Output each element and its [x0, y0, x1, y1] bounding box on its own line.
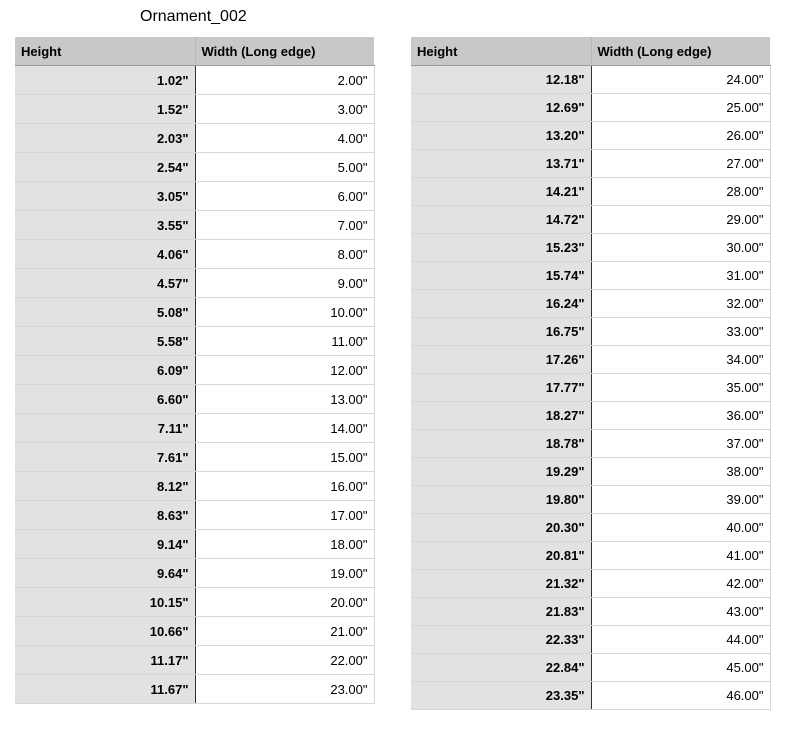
width-cell[interactable]: 41.00" [591, 542, 770, 570]
table-row [15, 472, 374, 501]
height-cell[interactable]: 14.72" [411, 206, 591, 234]
height-cell[interactable]: 6.60" [15, 385, 195, 414]
width-cell[interactable]: 21.00" [195, 617, 374, 646]
height-cell[interactable]: 8.63" [15, 501, 195, 530]
width-cell[interactable]: 31.00" [591, 262, 770, 290]
width-cell[interactable]: 14.00" [195, 414, 374, 443]
height-cell[interactable]: 17.26" [411, 346, 591, 374]
width-cell[interactable]: 22.00" [195, 646, 374, 675]
width-cell[interactable]: 5.00" [195, 153, 374, 182]
table-row [411, 542, 770, 570]
width-cell[interactable]: 2.00" [195, 66, 374, 95]
table-row [15, 124, 374, 153]
height-column-header: Height [411, 37, 591, 66]
height-cell[interactable]: 21.32" [411, 570, 591, 598]
table-row [411, 94, 770, 122]
height-cell[interactable]: 2.03" [15, 124, 195, 153]
width-cell[interactable]: 39.00" [591, 486, 770, 514]
width-column-header: Width (Long edge) [591, 37, 770, 66]
height-cell[interactable]: 22.84" [411, 654, 591, 682]
height-cell[interactable]: 12.18" [411, 66, 591, 94]
width-cell[interactable]: 20.00" [195, 588, 374, 617]
height-cell[interactable]: 15.23" [411, 234, 591, 262]
table-row [411, 486, 770, 514]
height-cell[interactable]: 6.09" [15, 356, 195, 385]
height-cell[interactable]: 2.54" [15, 153, 195, 182]
table-row [15, 530, 374, 559]
height-cell[interactable]: 16.75" [411, 318, 591, 346]
width-cell[interactable]: 9.00" [195, 269, 374, 298]
height-cell[interactable]: 22.33" [411, 626, 591, 654]
table-row [411, 570, 770, 598]
width-cell[interactable]: 13.00" [195, 385, 374, 414]
height-cell[interactable]: 3.05" [15, 182, 195, 211]
width-cell[interactable]: 40.00" [591, 514, 770, 542]
height-cell[interactable]: 9.14" [15, 530, 195, 559]
width-cell[interactable]: 30.00" [591, 234, 770, 262]
table-row [15, 414, 374, 443]
height-cell[interactable]: 14.21" [411, 178, 591, 206]
table-row [15, 443, 374, 472]
table-row [411, 262, 770, 290]
table-row [411, 66, 770, 94]
table-row [15, 298, 374, 327]
width-cell[interactable]: 8.00" [195, 240, 374, 269]
width-cell[interactable]: 18.00" [195, 530, 374, 559]
height-cell[interactable]: 19.29" [411, 458, 591, 486]
width-cell[interactable]: 11.00" [195, 327, 374, 356]
table-row [411, 206, 770, 234]
width-cell[interactable]: 46.00" [591, 682, 770, 710]
width-cell[interactable]: 42.00" [591, 570, 770, 598]
table-row [411, 402, 770, 430]
height-cell[interactable]: 19.80" [411, 486, 591, 514]
height-cell[interactable]: 13.71" [411, 150, 591, 178]
width-cell[interactable]: 16.00" [195, 472, 374, 501]
width-cell[interactable]: 45.00" [591, 654, 770, 682]
table-row [15, 327, 374, 356]
table-row [411, 290, 770, 318]
width-cell[interactable]: 35.00" [591, 374, 770, 402]
width-cell[interactable]: 6.00" [195, 182, 374, 211]
width-cell[interactable]: 29.00" [591, 206, 770, 234]
size-table-right [411, 37, 771, 710]
table-row [411, 122, 770, 150]
width-cell[interactable]: 36.00" [591, 402, 770, 430]
size-table-left [15, 37, 375, 704]
height-cell[interactable]: 7.61" [15, 443, 195, 472]
width-cell[interactable]: 25.00" [591, 94, 770, 122]
table-row [15, 356, 374, 385]
table-header-row [411, 37, 770, 66]
height-cell[interactable]: 8.12" [15, 472, 195, 501]
width-cell[interactable]: 37.00" [591, 430, 770, 458]
table-row [15, 675, 374, 704]
document-title: Ornament_002 [140, 8, 247, 25]
height-cell[interactable]: 21.83" [411, 598, 591, 626]
height-cell[interactable]: 15.74" [411, 262, 591, 290]
table-row [411, 626, 770, 654]
width-cell[interactable]: 26.00" [591, 122, 770, 150]
table-row [411, 430, 770, 458]
table-row [15, 559, 374, 588]
width-cell[interactable]: 27.00" [591, 150, 770, 178]
width-cell[interactable]: 10.00" [195, 298, 374, 327]
table-row [15, 269, 374, 298]
height-cell[interactable]: 10.15" [15, 588, 195, 617]
height-cell[interactable]: 20.81" [411, 542, 591, 570]
width-cell[interactable]: 32.00" [591, 290, 770, 318]
table-row [411, 234, 770, 262]
table-row [411, 458, 770, 486]
width-cell[interactable]: 23.00" [195, 675, 374, 704]
height-cell[interactable]: 23.35" [411, 682, 591, 710]
height-cell[interactable]: 16.24" [411, 290, 591, 318]
height-cell[interactable]: 7.11" [15, 414, 195, 443]
table-row [411, 374, 770, 402]
table-row [411, 514, 770, 542]
height-cell[interactable]: 1.02" [15, 66, 195, 95]
table-row [15, 182, 374, 211]
height-cell[interactable]: 13.20" [411, 122, 591, 150]
table-row [411, 178, 770, 206]
table-row [411, 682, 770, 710]
table-row [411, 654, 770, 682]
height-cell[interactable]: 4.06" [15, 240, 195, 269]
table-row [15, 646, 374, 675]
table-row [15, 95, 374, 124]
height-cell[interactable]: 18.27" [411, 402, 591, 430]
height-cell[interactable]: 3.55" [15, 211, 195, 240]
table-row [15, 588, 374, 617]
width-cell[interactable]: 7.00" [195, 211, 374, 240]
height-cell[interactable]: 5.08" [15, 298, 195, 327]
table-row [411, 150, 770, 178]
height-cell[interactable]: 10.66" [15, 617, 195, 646]
height-cell[interactable]: 5.58" [15, 327, 195, 356]
height-cell[interactable]: 11.17" [15, 646, 195, 675]
height-cell[interactable]: 4.57" [15, 269, 195, 298]
width-cell[interactable]: 43.00" [591, 598, 770, 626]
table-row [15, 153, 374, 182]
height-cell[interactable]: 20.30" [411, 514, 591, 542]
width-cell[interactable]: 4.00" [195, 124, 374, 153]
width-cell[interactable]: 17.00" [195, 501, 374, 530]
height-column-header: Height [15, 37, 195, 66]
table-row [15, 66, 374, 95]
height-cell[interactable]: 18.78" [411, 430, 591, 458]
width-cell[interactable]: 28.00" [591, 178, 770, 206]
table-header-row [15, 37, 374, 66]
width-cell[interactable]: 34.00" [591, 346, 770, 374]
height-cell[interactable]: 11.67" [15, 675, 195, 704]
width-cell[interactable]: 19.00" [195, 559, 374, 588]
table-row [411, 318, 770, 346]
height-cell[interactable]: 12.69" [411, 94, 591, 122]
table-row [15, 501, 374, 530]
table-row [15, 211, 374, 240]
table-row [411, 346, 770, 374]
table-row [411, 598, 770, 626]
width-column-header: Width (Long edge) [195, 37, 374, 66]
table-row [15, 617, 374, 646]
table-row [15, 385, 374, 414]
height-cell[interactable]: 9.64" [15, 559, 195, 588]
width-cell[interactable]: 3.00" [195, 95, 374, 124]
width-cell[interactable]: 44.00" [591, 626, 770, 654]
width-cell[interactable]: 33.00" [591, 318, 770, 346]
height-cell[interactable]: 1.52" [15, 95, 195, 124]
width-cell[interactable]: 15.00" [195, 443, 374, 472]
width-cell[interactable]: 12.00" [195, 356, 374, 385]
width-cell[interactable]: 24.00" [591, 66, 770, 94]
table-row [15, 240, 374, 269]
width-cell[interactable]: 38.00" [591, 458, 770, 486]
height-cell[interactable]: 17.77" [411, 374, 591, 402]
